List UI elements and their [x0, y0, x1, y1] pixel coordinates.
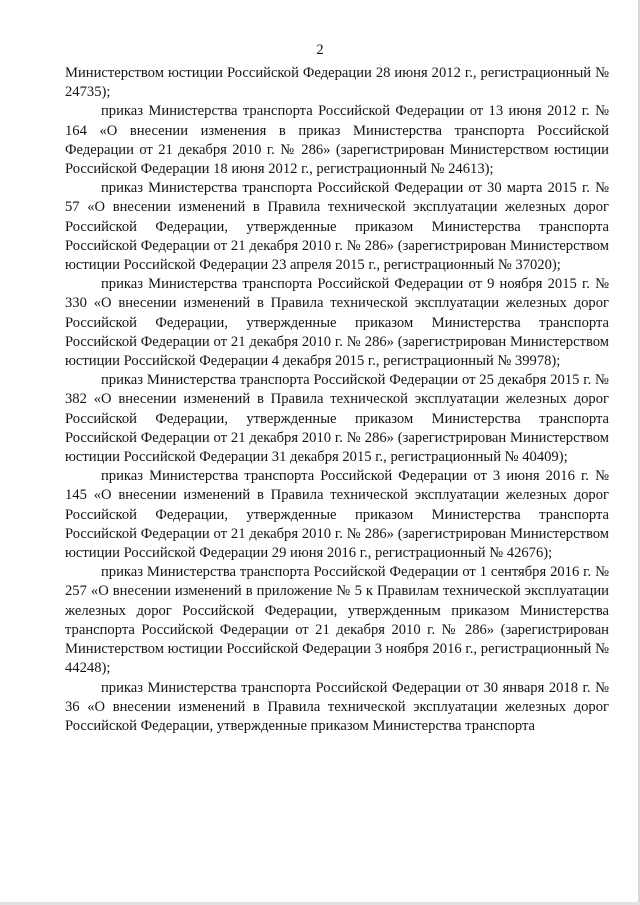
- paragraph-order-57: приказ Министерства транспорта Российской Федерации от 30 марта 2015 г. № 57 «О внесении изменений в Правила технической эксплуатации железных дорог Российской Федерации, утвержденные приказом Министерства транспорта Российской Федерации от 21 декабря 2010 г. № 286» (зарегистрирован Министерством юстиции Российской Федерации 23 апреля 2015 г., регистрационный № 37020);: [65, 180, 609, 274]
- paragraph-order-145: приказ Министерства транспорта Российской Федерации от 3 июня 2016 г. № 145 «О внесении изменений в Правила технической эксплуатации железных дорог Российской Федерации, утвержденные приказом Министерства транспорта Российской Федерации от 21 декабря 2010 г. № 286» (зарегистрирован Министерством юстиции Российской Федерации 29 июня 2016 г., регистрационный № 42676);: [65, 468, 609, 562]
- document-body: [65, 64, 609, 736]
- page-number: 2: [316, 42, 324, 58]
- paragraph-order-164: приказ Министерства транспорта Российской Федерации от 13 июня 2012 г. № 164 «О внесении изменения в приказ Министерства транспорта Российской Федерации от 21 декабря 2010 г. № 286» (зарегистрирован Министерством юстиции Российской Федерации 18 июня 2012 г., регистрационный № 24613);: [65, 103, 609, 178]
- paragraph-order-36: приказ Министерства транспорта Российской Федерации от 30 января 2018 г. № 36 «О внесении изменений в Правила технической эксплуатации железных дорог Российской Федерации, утвержденные приказом Министерства транспорта: [65, 679, 609, 734]
- paragraph-order-330: приказ Министерства транспорта Российской Федерации от 9 ноября 2015 г. № 330 «О внесении изменений в Правила технической эксплуатации железных дорог Российской Федерации, утвержденные приказом Министерства транспорта Российской Федерации от 21 декабря 2010 г. № 286» (зарегистрирован Министерством юстиции Российской Федерации 4 декабря 2015 г., регистрационный № 39978);: [65, 276, 609, 370]
- paragraph-order-382: приказ Министерства транспорта Российской Федерации от 25 декабря 2015 г. № 382 «О внесении изменений в Правила технической эксплуатации железных дорог Российской Федерации, утвержденные приказом Министерства транспорта Российской Федерации от 21 декабря 2010 г. № 286» (зарегистрирован Министерством юстиции Российской Федерации 31 декабря 2015 г., регистрационный № 40409);: [65, 372, 609, 466]
- paragraph-continuation: Министерством юстиции Российской Федерации 28 июня 2012 г., регистрационный № 24735);: [65, 65, 609, 101]
- paragraph-order-257: приказ Министерства транспорта Российской Федерации от 1 сентября 2016 г. № 257 «О внесении изменений в приложение № 5 к Правилам технической эксплуатации железных дорог Российской Федерации, утвержденным приказом Министерства транспорта Российской Федерации от 21 декабря 2010 г. № 286» (зарегистрирован Министерством юстиции Российской Федерации 3 ноября 2016 г., регистрационный № 44248);: [65, 564, 609, 677]
